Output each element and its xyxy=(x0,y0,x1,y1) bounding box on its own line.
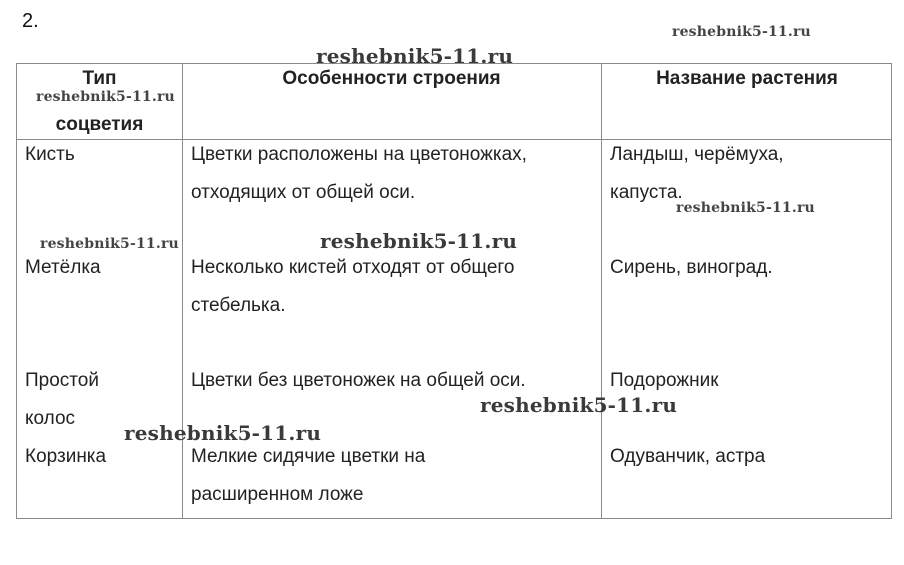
cell-structure xyxy=(191,136,527,212)
cell-structure xyxy=(191,362,526,400)
cell-structure xyxy=(191,438,425,514)
header-type-line2: соцветия xyxy=(55,114,144,135)
line: стебелька. xyxy=(191,295,286,316)
column-divider xyxy=(182,64,183,518)
line: Сирень, виноград. xyxy=(610,257,773,278)
cell-type xyxy=(25,362,99,438)
line: отходящих от общей оси. xyxy=(191,182,416,203)
header-type-line1: Тип xyxy=(82,68,117,89)
line: Простой xyxy=(25,370,99,391)
watermark: reshebnik5-11.ru xyxy=(480,393,678,417)
watermark: reshebnik5-11.ru xyxy=(36,89,175,105)
line: расширенном ложе xyxy=(191,484,364,505)
watermark: reshebnik5-11.ru xyxy=(676,200,815,216)
line: Несколько кистей отходят от общего xyxy=(191,257,515,278)
cell-type: Кисть xyxy=(25,144,75,165)
line: Цветки расположены на цветоножках, xyxy=(191,144,527,165)
task-number: 2. xyxy=(22,10,39,32)
line: Мелкие сидячие цветки на xyxy=(191,446,426,467)
cell-type: Корзинка xyxy=(25,446,107,467)
line: капуста. xyxy=(610,182,683,203)
line: Одуванчик, астра xyxy=(610,446,766,467)
cell-structure xyxy=(191,249,514,325)
cell-plants xyxy=(610,438,765,476)
line: колос xyxy=(25,408,76,429)
header-structure: Особенности строения xyxy=(282,68,501,89)
line: Цветки без цветоножек на общей оси. xyxy=(191,370,526,391)
watermark: reshebnik5-11.ru xyxy=(320,229,518,253)
inflorescence-table xyxy=(16,63,892,519)
watermark: reshebnik5-11.ru xyxy=(40,236,179,252)
line: Ландыш, черёмуха, xyxy=(610,144,784,165)
cell-plants xyxy=(610,249,773,287)
column-divider xyxy=(601,64,602,518)
cell-type: Метёлка xyxy=(25,257,101,278)
watermark: reshebnik5-11.ru xyxy=(124,421,322,445)
watermark: reshebnik5-11.ru xyxy=(316,44,514,68)
watermark: reshebnik5-11.ru xyxy=(672,24,811,40)
line: Подорожник xyxy=(610,370,719,391)
header-plants: Название растения xyxy=(656,68,838,89)
